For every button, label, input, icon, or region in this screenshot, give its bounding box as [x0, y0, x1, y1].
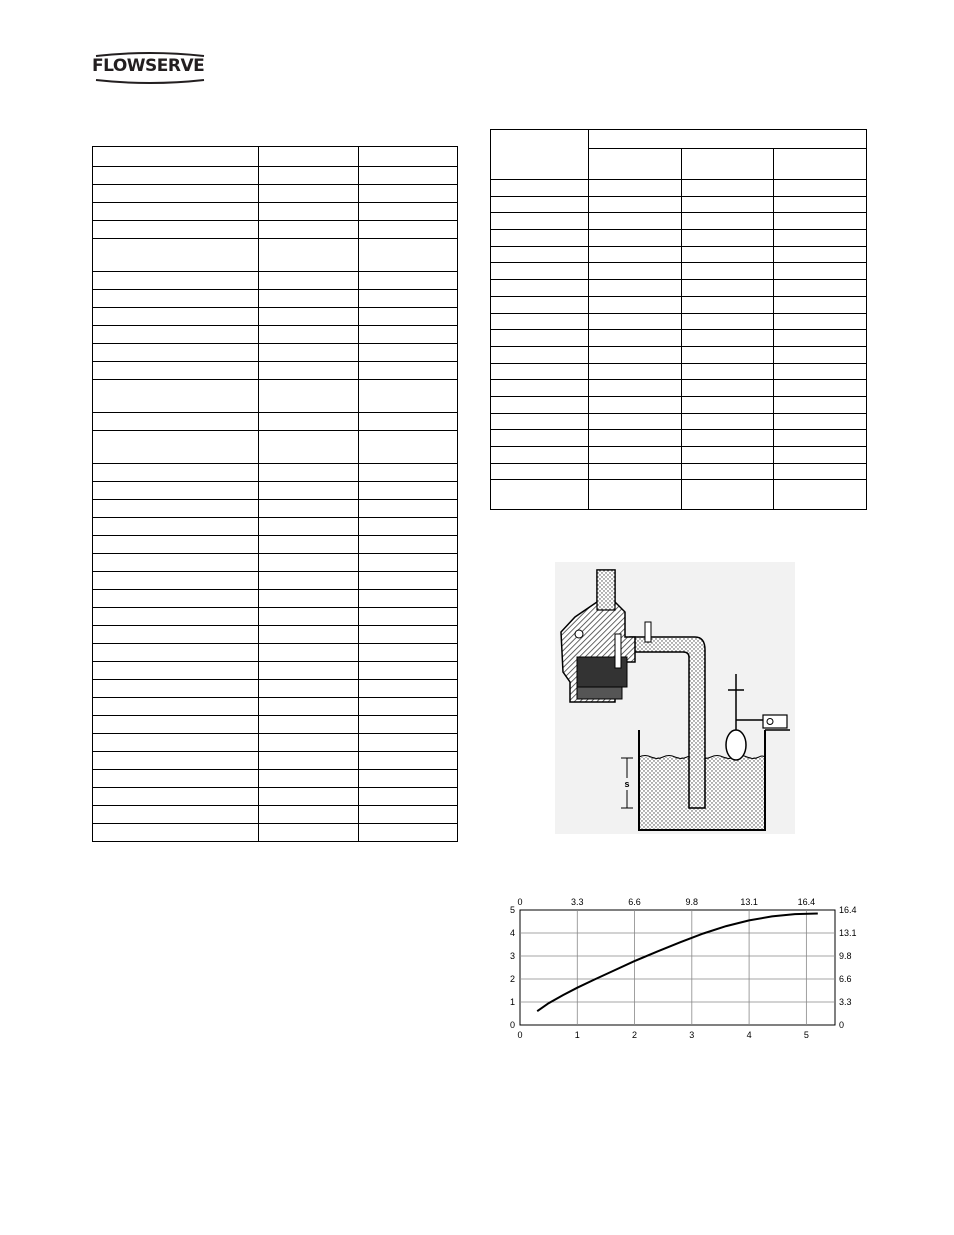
- table-cell: [259, 239, 358, 272]
- table-cell: [93, 221, 259, 239]
- table-row: [491, 263, 867, 280]
- y-tick-label-right: 16.4: [839, 905, 857, 915]
- table-row: [93, 221, 458, 239]
- y-tick-label-right: 13.1: [839, 928, 857, 938]
- table-row: [93, 824, 458, 842]
- table-cell: [358, 590, 457, 608]
- table-cell: [259, 788, 358, 806]
- table-row: [93, 536, 458, 554]
- table-row: [491, 480, 867, 510]
- table-cell: [93, 482, 259, 500]
- table-row: [491, 313, 867, 330]
- table-cell: [358, 431, 457, 464]
- table-cell: [358, 824, 457, 842]
- table-cell: [259, 413, 358, 431]
- table-cell: [259, 608, 358, 626]
- table-row: [93, 626, 458, 644]
- table-cell: [358, 806, 457, 824]
- table-row: [491, 280, 867, 297]
- table-cell: [93, 662, 259, 680]
- table-cell: [774, 180, 867, 197]
- table-cell: [774, 213, 867, 230]
- table-cell: [259, 500, 358, 518]
- table-cell: [259, 536, 358, 554]
- table-cell: [589, 346, 682, 363]
- table-row: [93, 716, 458, 734]
- table-cell: [774, 430, 867, 447]
- table-row: [93, 413, 458, 431]
- table-cell: [93, 167, 259, 185]
- table-cell: [774, 280, 867, 297]
- x-tick-label-top: 0: [517, 897, 523, 907]
- table-cell: [358, 482, 457, 500]
- table-cell: [358, 308, 457, 326]
- y-tick-label-left: 4: [509, 928, 515, 938]
- y-tick-label-right: 0: [839, 1020, 845, 1030]
- table-cell: [491, 196, 589, 213]
- table-cell: [491, 213, 589, 230]
- table-cell: [93, 431, 259, 464]
- table-cell: [93, 185, 259, 203]
- table-cell: [93, 290, 259, 308]
- table-row: [93, 482, 458, 500]
- table-cell: [358, 203, 457, 221]
- table-cell: [774, 230, 867, 247]
- table-cell: [358, 221, 457, 239]
- y-tick-label-right: 6.6: [839, 974, 852, 984]
- table-cell: [93, 644, 259, 662]
- table-header-cell: [491, 130, 589, 180]
- table-cell: [259, 572, 358, 590]
- x-tick-label-top: 16.4: [797, 897, 816, 907]
- plot-frame: [520, 910, 835, 1025]
- table-cell: [589, 230, 682, 247]
- table-cell: [774, 447, 867, 464]
- table-cell: [681, 196, 774, 213]
- table-row: [93, 500, 458, 518]
- table-cell: [681, 330, 774, 347]
- table-cell: [774, 313, 867, 330]
- table-cell: [681, 480, 774, 510]
- table-cell: [93, 554, 259, 572]
- table-cell: [589, 363, 682, 380]
- table-row: [93, 554, 458, 572]
- table-cell: [774, 396, 867, 413]
- table-cell: [681, 280, 774, 297]
- table-row: [93, 518, 458, 536]
- table-row: [491, 346, 867, 363]
- table-cell: [774, 463, 867, 480]
- table-cell: [93, 272, 259, 290]
- table-row: [93, 362, 458, 380]
- table-cell: [774, 296, 867, 313]
- table-cell: [491, 313, 589, 330]
- table-cell: [358, 413, 457, 431]
- table-cell: [774, 330, 867, 347]
- table-cell: [589, 463, 682, 480]
- table-cell: [681, 363, 774, 380]
- table-cell: [259, 590, 358, 608]
- table-cell: [491, 413, 589, 430]
- table-row: [93, 185, 458, 203]
- table-cell: [491, 180, 589, 197]
- table-cell: [93, 380, 259, 413]
- table-cell: [93, 788, 259, 806]
- table-cell: [259, 716, 358, 734]
- table-cell: [259, 644, 358, 662]
- table-row: [491, 196, 867, 213]
- table-cell: [259, 308, 358, 326]
- table-cell: [358, 608, 457, 626]
- table-cell: [358, 500, 457, 518]
- table-cell: [358, 147, 457, 167]
- table-cell: [93, 806, 259, 824]
- table-cell: [681, 313, 774, 330]
- table-cell: [358, 662, 457, 680]
- left-data-table: [92, 146, 458, 842]
- table-row: [93, 572, 458, 590]
- table-cell: [358, 344, 457, 362]
- flowserve-logo: [92, 52, 207, 88]
- table-cell: [589, 396, 682, 413]
- table-cell: [589, 213, 682, 230]
- table-cell: [358, 272, 457, 290]
- table-cell: [93, 590, 259, 608]
- table-cell: [491, 280, 589, 297]
- table-row: [93, 788, 458, 806]
- table-cell: [358, 185, 457, 203]
- table-cell: [491, 263, 589, 280]
- table-cell: [93, 626, 259, 644]
- table-cell: [358, 788, 457, 806]
- table-cell: [358, 290, 457, 308]
- table-cell: [358, 167, 457, 185]
- table-cell: [93, 413, 259, 431]
- table-cell: [93, 608, 259, 626]
- table-cell: [93, 680, 259, 698]
- table-cell: [491, 296, 589, 313]
- table-cell: [491, 380, 589, 397]
- table-cell: [491, 246, 589, 263]
- table-row: [93, 680, 458, 698]
- series-line: [537, 914, 818, 1012]
- table-cell: [358, 239, 457, 272]
- table-row: [93, 644, 458, 662]
- table-cell: [259, 221, 358, 239]
- x-tick-label-bottom: 3: [689, 1030, 695, 1040]
- table-cell: [93, 326, 259, 344]
- logo-text: FLOWSERVE: [92, 56, 205, 76]
- y-tick-label-left: 1: [509, 997, 515, 1007]
- table-cell: [681, 413, 774, 430]
- x-tick-label-top: 3.3: [571, 897, 584, 907]
- table-cell: [358, 752, 457, 770]
- table-header-row: [491, 130, 867, 149]
- dimension-label-s: s: [624, 779, 630, 789]
- table-row: [491, 180, 867, 197]
- table-cell: [358, 716, 457, 734]
- table-cell: [259, 554, 358, 572]
- table-cell: [358, 380, 457, 413]
- table-cell: [259, 734, 358, 752]
- table-cell: [681, 296, 774, 313]
- table-header-cell: [589, 149, 682, 180]
- table-cell: [259, 482, 358, 500]
- table-cell: [259, 626, 358, 644]
- table-cell: [259, 185, 358, 203]
- y-tick-label-left: 2: [509, 974, 515, 984]
- table-cell: [259, 698, 358, 716]
- table-cell: [259, 662, 358, 680]
- table-cell: [93, 203, 259, 221]
- table-cell: [259, 203, 358, 221]
- table-cell: [358, 770, 457, 788]
- table-row: [491, 413, 867, 430]
- table-cell: [774, 246, 867, 263]
- table-cell: [358, 464, 457, 482]
- table-cell: [774, 380, 867, 397]
- table-cell: [358, 536, 457, 554]
- table-cell: [259, 680, 358, 698]
- table-cell: [681, 380, 774, 397]
- table-cell: [358, 518, 457, 536]
- table-cell: [358, 698, 457, 716]
- table-row: [93, 344, 458, 362]
- x-tick-label-top: 13.1: [740, 897, 758, 907]
- table-cell: [358, 362, 457, 380]
- table-cell: [358, 680, 457, 698]
- table-row: [93, 239, 458, 272]
- table-cell: [774, 363, 867, 380]
- table-row: [93, 167, 458, 185]
- table-cell: [259, 752, 358, 770]
- table-cell: [681, 346, 774, 363]
- logo-swoosh-icon: [92, 52, 207, 88]
- table-cell: [93, 824, 259, 842]
- table-header-cell: [681, 149, 774, 180]
- table-cell: [774, 413, 867, 430]
- y-tick-label-left: 5: [509, 905, 515, 915]
- table-row: [93, 662, 458, 680]
- table-cell: [358, 572, 457, 590]
- table-cell: [589, 296, 682, 313]
- table-cell: [259, 824, 358, 842]
- table-row: [93, 308, 458, 326]
- table-cell: [93, 464, 259, 482]
- table-cell: [589, 180, 682, 197]
- table-cell: [681, 447, 774, 464]
- table-cell: [358, 554, 457, 572]
- table-row: [491, 246, 867, 263]
- table-row: [93, 698, 458, 716]
- table-row: [491, 213, 867, 230]
- table-cell: [491, 447, 589, 464]
- y-tick-label-right: 9.8: [839, 951, 852, 961]
- right-data-table: [490, 129, 867, 510]
- table-cell: [491, 230, 589, 247]
- table-cell: [259, 380, 358, 413]
- table-cell: [491, 330, 589, 347]
- table-cell: [93, 734, 259, 752]
- table-cell: [259, 272, 358, 290]
- x-tick-label-top: 9.8: [685, 897, 699, 907]
- table-cell: [93, 536, 259, 554]
- table-cell: [491, 396, 589, 413]
- x-tick-label-bottom: 2: [632, 1030, 638, 1040]
- table-row: [93, 147, 458, 167]
- x-tick-label-top: 6.6: [628, 897, 641, 907]
- table-cell: [358, 626, 457, 644]
- table-row: [93, 326, 458, 344]
- table-row: [491, 330, 867, 347]
- table-cell: [491, 463, 589, 480]
- y-tick-label-right: 3.3: [839, 997, 852, 1007]
- table-cell: [259, 147, 358, 167]
- x-tick-label-bottom: 1: [574, 1030, 580, 1040]
- table-row: [93, 464, 458, 482]
- line-chart: [498, 890, 868, 1050]
- table-row: [491, 230, 867, 247]
- table-row: [491, 363, 867, 380]
- table-row: [93, 431, 458, 464]
- table-cell: [93, 362, 259, 380]
- y-tick-label-left: 3: [509, 951, 515, 961]
- table-cell: [681, 230, 774, 247]
- table-row: [93, 272, 458, 290]
- x-tick-label-bottom: 0: [517, 1030, 523, 1040]
- table-row: [93, 203, 458, 221]
- table-row: [93, 380, 458, 413]
- table-cell: [774, 480, 867, 510]
- table-row: [491, 296, 867, 313]
- table-cell: [589, 330, 682, 347]
- table-cell: [774, 346, 867, 363]
- y-tick-label-left: 0: [509, 1020, 515, 1030]
- table-cell: [358, 644, 457, 662]
- table-row: [93, 770, 458, 788]
- table-row: [93, 590, 458, 608]
- table-cell: [93, 518, 259, 536]
- table-cell: [491, 363, 589, 380]
- table-row: [491, 430, 867, 447]
- table-cell: [774, 196, 867, 213]
- table-cell: [93, 147, 259, 167]
- table-cell: [681, 246, 774, 263]
- table-cell: [93, 752, 259, 770]
- table-cell: [358, 326, 457, 344]
- table-row: [93, 290, 458, 308]
- table-cell: [589, 263, 682, 280]
- table-cell: [774, 263, 867, 280]
- table-cell: [259, 344, 358, 362]
- table-header-cell: [589, 130, 867, 149]
- table-cell: [681, 213, 774, 230]
- table-cell: [681, 430, 774, 447]
- table-cell: [589, 196, 682, 213]
- table-cell: [259, 290, 358, 308]
- table-cell: [93, 698, 259, 716]
- table-cell: [589, 313, 682, 330]
- table-cell: [259, 362, 358, 380]
- table-row: [491, 463, 867, 480]
- table-cell: [259, 806, 358, 824]
- table-row: [491, 396, 867, 413]
- table-cell: [259, 464, 358, 482]
- x-tick-label-bottom: 4: [746, 1030, 752, 1040]
- table-row: [491, 380, 867, 397]
- table-cell: [491, 430, 589, 447]
- table-cell: [259, 518, 358, 536]
- table-cell: [93, 344, 259, 362]
- table-cell: [589, 380, 682, 397]
- table-cell: [259, 431, 358, 464]
- table-cell: [358, 734, 457, 752]
- table-cell: [589, 413, 682, 430]
- table-row: [491, 447, 867, 464]
- table-cell: [93, 572, 259, 590]
- table-cell: [93, 308, 259, 326]
- table-row: [93, 734, 458, 752]
- table-cell: [259, 326, 358, 344]
- table-cell: [93, 239, 259, 272]
- table-cell: [93, 716, 259, 734]
- x-tick-label-bottom: 5: [803, 1030, 809, 1040]
- table-cell: [589, 280, 682, 297]
- table-cell: [259, 770, 358, 788]
- table-cell: [93, 770, 259, 788]
- table-cell: [259, 167, 358, 185]
- table-header-cell: [774, 149, 867, 180]
- table-cell: [589, 246, 682, 263]
- table-cell: [589, 447, 682, 464]
- table-cell: [491, 346, 589, 363]
- table-row: [93, 806, 458, 824]
- table-cell: [93, 500, 259, 518]
- submergence-diagram: [555, 562, 795, 834]
- table-cell: [681, 463, 774, 480]
- table-cell: [491, 480, 589, 510]
- table-cell: [589, 430, 682, 447]
- table-row: [93, 608, 458, 626]
- table-row: [93, 752, 458, 770]
- table-cell: [681, 180, 774, 197]
- table-cell: [681, 396, 774, 413]
- table-cell: [681, 263, 774, 280]
- table-cell: [589, 480, 682, 510]
